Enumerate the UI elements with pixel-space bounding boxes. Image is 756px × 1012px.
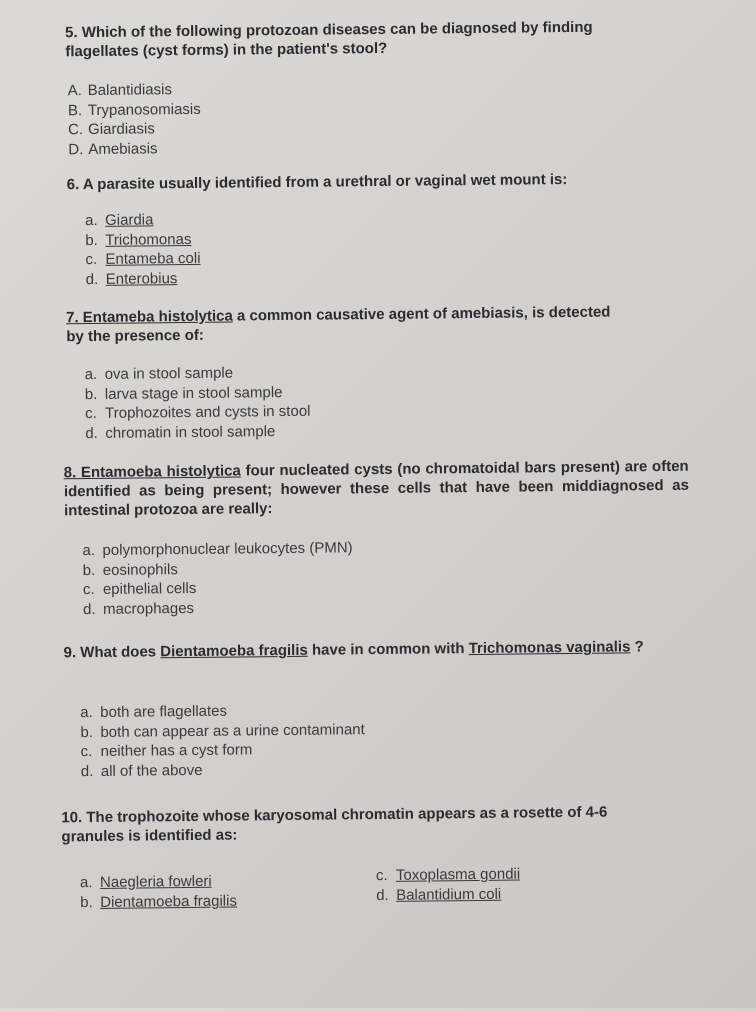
question-7-line-1: a common causative agent of amebiasis, is detected [232, 303, 611, 325]
question-9-start: 9. What does [63, 643, 161, 662]
question-8-organism: 8. Entamoeba histolytica [63, 462, 241, 482]
question-9-end: ? [630, 638, 644, 656]
question-6-option-a: a. Giardia [84, 211, 154, 230]
question-10-option-c: c. Toxoplasma gondii [375, 865, 521, 885]
question-7-options [85, 363, 311, 444]
question-6-line-1: 6. A parasite usually identified from a urethral or vaginal wet mount is: [66, 171, 568, 194]
question-8-option-c: c. epithelial cells [82, 580, 197, 599]
question-10 [61, 802, 701, 847]
question-9-organism-2: Trichomonas vaginalis [468, 638, 631, 658]
question-6-option-c: c. Entameba coli [85, 250, 201, 269]
question-6-option-b: b. Trichomonas [85, 230, 192, 249]
question-5-option-a: A. Balantidiasis [67, 81, 172, 100]
question-8-option-a: a. polymorphonuclear leukocytes (PMN) [82, 539, 353, 560]
question-9-mid: have in common with [307, 640, 469, 659]
question-9-option-a: a. both are flagellates [80, 702, 228, 722]
question-10-option-a: a. Naegleria fowleri [79, 872, 212, 892]
question-6-options [85, 210, 201, 290]
question-9-option-d: d. all of the above [80, 761, 203, 780]
question-7-option-c: c. Trophozoites and cysts in stool [84, 402, 311, 423]
question-8-option-b: b. eosinophils [82, 560, 178, 579]
question-5-line-2: flagellates (cyst forms) in the patient's stool? [65, 39, 388, 61]
question-5-line-1: 5. Which of the following protozoan diseases can be diagnosed by finding [65, 18, 593, 42]
question-5-option-b: B. Trypanosomiasis [67, 100, 201, 119]
question-9 [63, 637, 691, 663]
question-8-options [82, 538, 353, 619]
question-7-organism: 7. Entameba histolytica [65, 307, 233, 327]
question-10-option-d: d. Balantidium coli [376, 885, 502, 905]
question-7-option-b: b. larva stage in stool sample [84, 383, 283, 403]
question-8-option-d: d. macrophages [83, 599, 195, 618]
question-10-line-2: granules is identified as: [61, 826, 238, 846]
question-8 [64, 457, 690, 521]
question-8-text: four nucleated cysts (no chromatoidal bars present) are often identified as being present; however these cells that have been middiagnosed as intestinal protozoa are really: [63, 457, 689, 520]
question-5-options [68, 80, 202, 160]
question-7-line-2: by the presence of: [66, 326, 204, 346]
question-9-options [80, 700, 365, 781]
question-9-option-b: b. both can appear as a urine contaminant [80, 720, 365, 741]
question-10-line-1: 10. The trophozoite whose karyosomal chromatin appears as a rosette of 4-6 [61, 803, 608, 827]
question-6 [67, 169, 687, 194]
question-7-option-d: d. chromatin in stool sample [85, 422, 276, 442]
question-5-option-d: D. Amebiasis [68, 140, 158, 159]
question-7 [66, 302, 691, 347]
question-9-option-c: c. neither has a cyst form [80, 741, 253, 761]
question-5-option-c: C. Giardiasis [68, 120, 155, 139]
question-6-option-d: d. Enterobius [85, 269, 178, 288]
question-7-option-a: a. ova in stool sample [84, 364, 234, 384]
question-10-option-b: b. Dientamoeba fragilis [80, 892, 238, 912]
question-9-organism-1: Dientamoeba fragilis [160, 641, 308, 661]
question-5 [65, 17, 685, 61]
